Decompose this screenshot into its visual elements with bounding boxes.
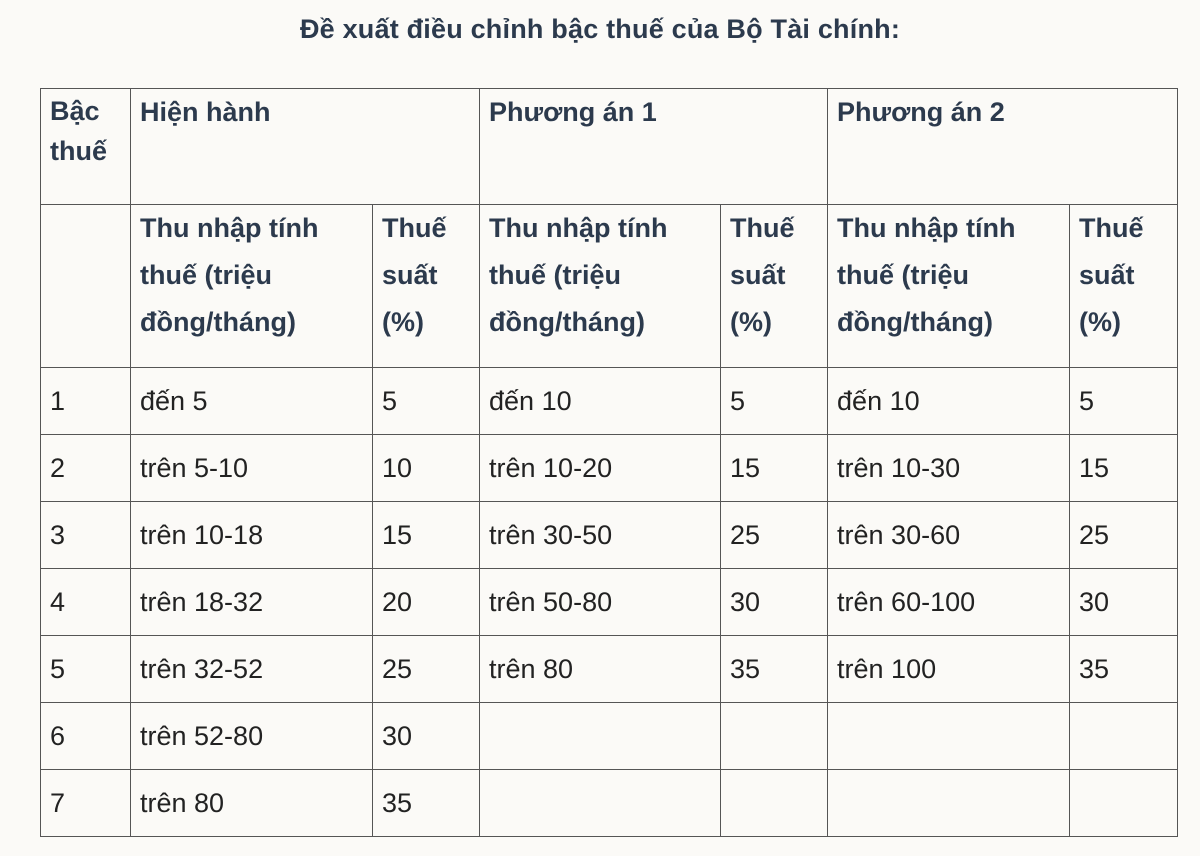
cell-option-2-rate: 25 xyxy=(1070,502,1178,569)
cell-current-income: trên 80 xyxy=(131,770,373,837)
cell-option-2-income xyxy=(828,703,1070,770)
cell-option-2-rate: 5 xyxy=(1070,368,1178,435)
header-current-income: Thu nhập tính thuế (triệu đồng/tháng) xyxy=(131,205,373,368)
cell-current-rate: 20 xyxy=(373,569,480,636)
table-row xyxy=(41,502,1178,569)
header-group-option-2: Phương án 2 xyxy=(828,89,1178,205)
cell-option-1-rate: 35 xyxy=(721,636,828,703)
table-row xyxy=(41,636,1178,703)
cell-current-rate: 10 xyxy=(373,435,480,502)
cell-option-1-rate xyxy=(721,770,828,837)
cell-option-2-rate xyxy=(1070,703,1178,770)
cell-option-2-rate: 30 xyxy=(1070,569,1178,636)
cell-bracket: 3 xyxy=(41,502,131,569)
cell-option-1-rate: 5 xyxy=(721,368,828,435)
cell-current-income: trên 32-52 xyxy=(131,636,373,703)
header-current-rate: Thuế suất (%) xyxy=(373,205,480,368)
cell-current-income: trên 5-10 xyxy=(131,435,373,502)
cell-option-2-rate: 35 xyxy=(1070,636,1178,703)
cell-option-2-income xyxy=(828,770,1070,837)
cell-option-2-income: trên 30-60 xyxy=(828,502,1070,569)
cell-option-1-rate: 30 xyxy=(721,569,828,636)
cell-current-rate: 15 xyxy=(373,502,480,569)
table-row xyxy=(41,569,1178,636)
cell-current-rate: 30 xyxy=(373,703,480,770)
tax-bracket-table xyxy=(40,88,1178,837)
header-blank-cell xyxy=(41,205,131,368)
table-row xyxy=(41,770,1178,837)
cell-option-1-rate: 25 xyxy=(721,502,828,569)
cell-option-2-income: trên 60-100 xyxy=(828,569,1070,636)
cell-bracket: 4 xyxy=(41,569,131,636)
table-row xyxy=(41,368,1178,435)
cell-option-1-income: trên 10-20 xyxy=(480,435,721,502)
header-row-groups xyxy=(41,89,1178,205)
cell-option-2-income: trên 100 xyxy=(828,636,1070,703)
cell-current-rate: 35 xyxy=(373,770,480,837)
cell-option-2-rate xyxy=(1070,770,1178,837)
header-group-current: Hiện hành xyxy=(131,89,480,205)
cell-option-1-income: trên 30-50 xyxy=(480,502,721,569)
cell-bracket: 6 xyxy=(41,703,131,770)
header-option-2-income: Thu nhập tính thuế (triệu đồng/tháng) xyxy=(828,205,1070,368)
header-option-1-rate: Thuế suất (%) xyxy=(721,205,828,368)
cell-current-income: trên 52-80 xyxy=(131,703,373,770)
cell-current-income: trên 18-32 xyxy=(131,569,373,636)
cell-option-2-rate: 15 xyxy=(1070,435,1178,502)
header-group-option-1: Phương án 1 xyxy=(480,89,828,205)
cell-current-income: đến 5 xyxy=(131,368,373,435)
page-title: Đề xuất điều chỉnh bậc thuế của Bộ Tài chính: xyxy=(299,14,901,44)
cell-bracket: 2 xyxy=(41,435,131,502)
cell-current-rate: 25 xyxy=(373,636,480,703)
cell-bracket: 1 xyxy=(41,368,131,435)
table-row xyxy=(41,435,1178,502)
cell-option-1-income: trên 50-80 xyxy=(480,569,721,636)
cell-option-1-income xyxy=(480,770,721,837)
cell-bracket: 5 xyxy=(41,636,131,703)
cell-option-1-rate xyxy=(721,703,828,770)
cell-option-2-income: trên 10-30 xyxy=(828,435,1070,502)
cell-current-income: trên 10-18 xyxy=(131,502,373,569)
header-option-1-income: Thu nhập tính thuế (triệu đồng/tháng) xyxy=(480,205,721,368)
cell-option-1-income: trên 80 xyxy=(480,636,721,703)
cell-option-1-rate: 15 xyxy=(721,435,828,502)
cell-current-rate: 5 xyxy=(373,368,480,435)
cell-option-2-income: đến 10 xyxy=(828,368,1070,435)
cell-option-1-income xyxy=(480,703,721,770)
header-row-subcolumns xyxy=(41,205,1178,368)
header-bracket: Bậc thuế xyxy=(41,89,131,205)
cell-option-1-income: đến 10 xyxy=(480,368,721,435)
table-row xyxy=(41,703,1178,770)
cell-bracket: 7 xyxy=(41,770,131,837)
header-option-2-rate: Thuế suất (%) xyxy=(1070,205,1178,368)
